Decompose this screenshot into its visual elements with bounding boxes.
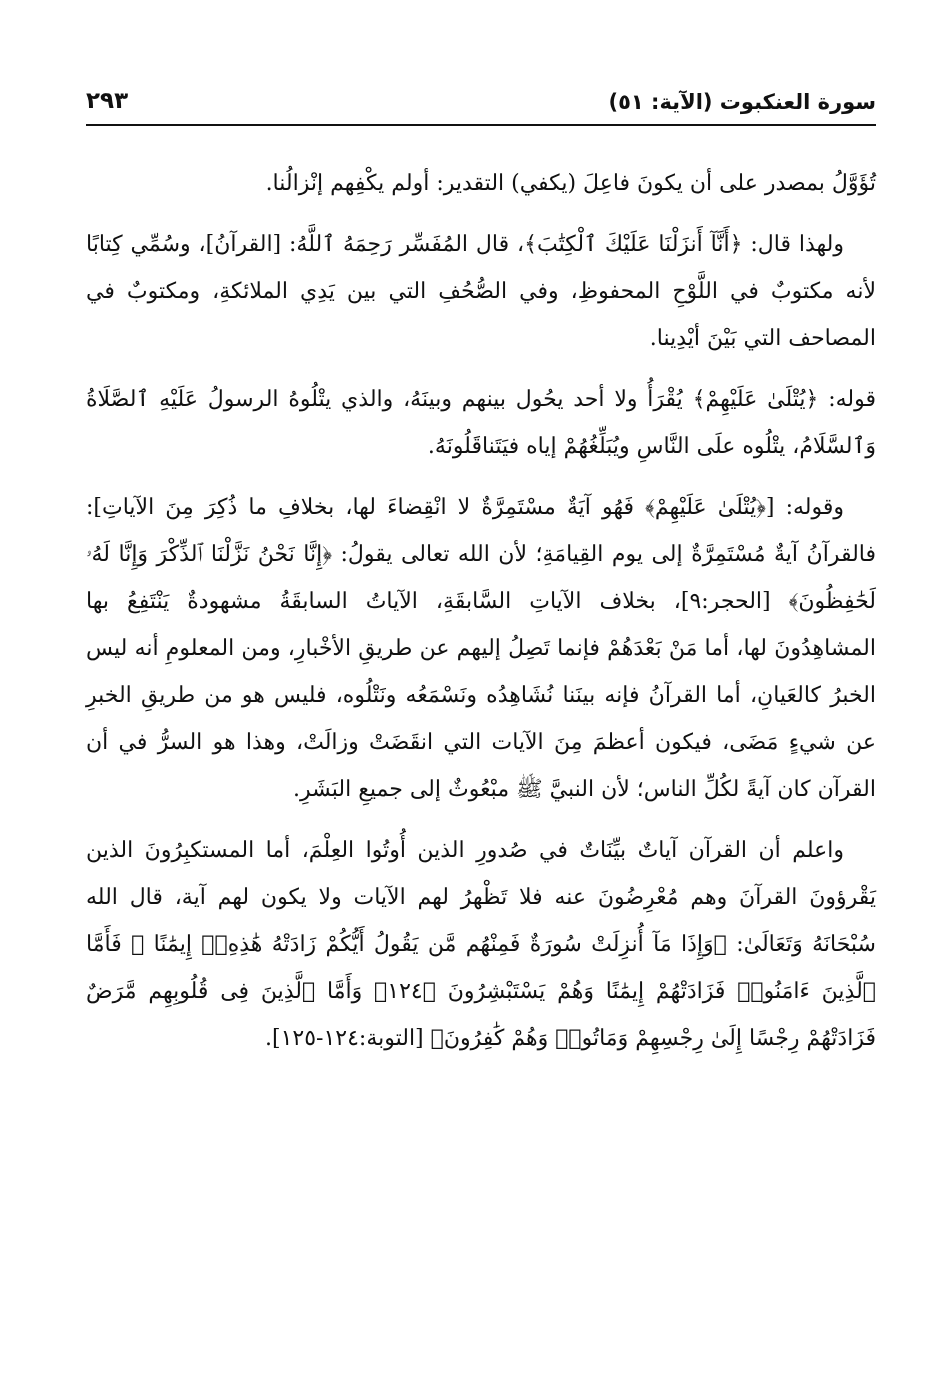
page-number: ٢٩٣	[86, 88, 129, 114]
header-divider	[86, 124, 876, 126]
paragraph: ولهذا قال: ﴿أَنَّآ أَنزَلْنَا عَلَيْكَ ٱلْكِتَٰبَ﴾، قال المُفَسِّر رَحِمَهُ ٱللَّهُ: [القرآنُ]، وسُمِّي كِتابًا لأنه مكتوبٌ في اللَّوْحِ المحفوظِ، وفي الصُّحُفِ التي بين يَدِي الملائكةِ، ومكتوبٌ في المصاحف التي بَيْنَ أيْدِينا.	[86, 232, 876, 351]
paragraph: وقوله: [﴿يُتْلَىٰ عَلَيْهِمْ﴾ فَهُو آيَةٌ مسْتَمِرَّةٌ لا انْقِضاءَ لها، بخلافِ ما ذُكِرَ مِنَ الآياتِ]: فالقرآنُ آيةٌ مُسْتَمِرَّةٌ إلى يوم القِيامَةِ؛ لأن الله تعالى يقولُ: ﴿إِنَّا نَحْنُ نَزَّلْنَا ٱلذِّكْرَ وَإِنَّا لَهُۥ لَحَٰفِظُونَ﴾ [الحجر:٩]، بخلاف الآياتِ السَّابقَةِ، الآياتُ السابقَةُ مشهودةٌ يَنْتَفِعُ بها المشاهِدُونَ لها، أما مَنْ بَعْدَهُمْ فإنما تَصِلُ إليهم عن طريقِ الأخْبارِ، ومن المعلومِ أنه ليس الخبرُ كالعَيانِ، أما القرآنُ فإنه بينَنا نُشَاهِدُه ونَسْمَعُه ونَتْلُوه، فليس هو من طريقِ الخبرِ عن شيءٍ مَضَى، فيكون أعظمَ مِنَ الآيات التي انقَضَتْ وزالَتْ، وهذا هو السرُّ في أن القرآن كان آيةً لكُلِّ الناس؛ لأن النبيَّ ﷺ مبْعُوثٌ إلى جميعِ البَشَرِ.	[86, 495, 876, 802]
paragraph: تُؤَوَّلُ بمصدر على أن يكونَ فاعِلَ (يكفي) التقدير: أولم يكْفِهم إنْزالُنا.	[265, 171, 876, 196]
paragraph: قوله: ﴿يُتْلَىٰ عَلَيْهِمْ﴾ يُقْرَأُ ولا أحد يحُول بينهم وبينَهُ، والذي يتْلُوهُ الرسولُ عَلَيْهِ ٱلصَّلَاةُ وَٱلسَّلَامُ، يتْلُوه علَى النَّاسِ ويُبَلِّغُهُمْ إياه فيَتَناقَلُونَهُ.	[86, 387, 876, 459]
page-body	[86, 160, 876, 1076]
paragraph: واعلم أن القرآن آياتٌ بيِّنَاتٌ في صُدورِ الذين أُوتُوا العِلْمَ، أما المستكبِرُونَ الذين يَقْرؤونَ القرآنَ وهم مُعْرِضُونَ عنه فلا تَظْهرُ لهم الآيات ولا يكون لهم آية، قال الله سُبْحَانَهُ وَتَعَالَىٰ: ﴿وَإِذَا مَآ أُنزِلَتْ سُورَةٌ فَمِنْهُم مَّن يَقُولُ أَيُّكُمْ زَادَتْهُ هَٰذِهِۦٓ إِيمَٰنًا ۚ فَأَمَّا ٱلَّذِينَ ءَامَنُوا۟ فَزَادَتْهُمْ إِيمَٰنًا وَهُمْ يَسْتَبْشِرُونَ ﴿١٢٤﴾ وَأَمَّا ٱلَّذِينَ فِى قُلُوبِهِم مَّرَضٌ فَزَادَتْهُمْ رِجْسًا إِلَىٰ رِجْسِهِمْ وَمَاتُوا۟ وَهُمْ كَٰفِرُونَ﴾ [التوبة:١٢٤-١٢٥].	[86, 838, 876, 1051]
surah-title: سورة العنكبوت (الآية: ٥١)	[608, 90, 876, 114]
page-header	[86, 82, 876, 124]
